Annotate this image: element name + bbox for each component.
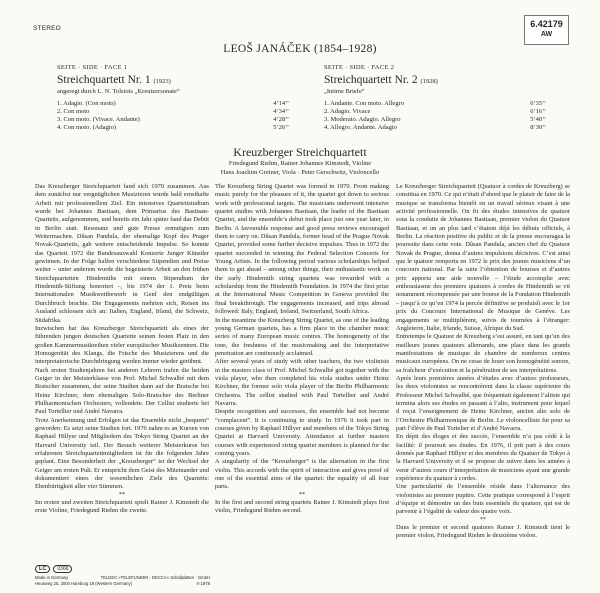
- track-row: [324, 100, 546, 108]
- track-row: [324, 108, 546, 116]
- work-title-text: Streichquartett Nr. 2: [324, 74, 418, 86]
- footer-line-2: [35, 581, 210, 587]
- track-title: 2. Con moto: [57, 108, 90, 115]
- side-2-tracklist: [324, 64, 554, 132]
- side-1-tracklist: [57, 64, 297, 132]
- track-row: [324, 116, 546, 124]
- paragraph: Après leurs premières années d’études avec d’autres professeurs, les deux violonistes se rencontrèrent dans la classe supérieure du Professeur Michel Schwalbé, que fréquentait également l’altiste qui termina alors ses études en passant à l’alto, instrument pour lequel il reçut l’enseignement de Heinz Kirchner, ancien alto solo de l’Orchestre Philharmonique de Berlin. Le violoncelliste fut pour sa part l’élève de Paul Tortelier et d’André Navarra.: [396, 374, 570, 432]
- paragraph: The Kreuzberg String Quartet was formed in 1970. From making music purely for the pleasure of it, the quartet got down to serious work with professional targets. The musicians underwent intensive quartet studies with Johannes Bastiaan, the leader of the Bastiaan Quartet, and the ensemble’s debut took place just one year later, in Berlin. A favourable response and good press reviews encouraged them to carry on. Dûsan Pandula, former head of the Prague Novak Quartet, provided some further decisive impulses. Thus in 1972 the quartet succeeded in winning the Federal Selection Concerts for Young Artists. In the following period various scholarships helped them to get ahead – among other things, their enthusiastic work on the early Hindemith string quartets was rewarded with a scholarship from the Hindemith Foundation. In 1974 the first prize at the International Music Competition in Geneva provided the final breakthrough. The engagements increased, and trips abroad followed: Italy, England, Ireland, Switzerland, South Africa.: [215, 183, 389, 316]
- company-address: Heusweg 25, 2000 Hamburg 19 (Western Germany): [35, 580, 132, 586]
- ensemble-members-violins: Friedegund Riehm, Rainer Johannes Kimstedt, Violine: [228, 160, 372, 167]
- composer-heading: LEOŠ JANÁČEK (1854–1928): [223, 43, 377, 55]
- track-time: 8’30’’: [530, 124, 546, 131]
- work-title: [324, 74, 554, 88]
- catalog-suffix: AW: [540, 31, 553, 38]
- track-row: [57, 100, 289, 108]
- track-time: 6’35’’: [530, 100, 546, 107]
- paragraph: Despite recognition and successes, the ensemble had not become “complacent”. It is continuing to study. In 1976 it took part in courses given by Raphael Hillyer and members of the Tokyo String Quartet at Harvard University. Attendance at further masters courses with experienced string quartet members is planned for the coming years.: [215, 408, 389, 457]
- paragraph: Im ersten und zweiten Streichquartett spielt Rainer J. Kimstedt die erste Violine, Friedegund Riehm die zweite.: [35, 498, 209, 515]
- paragraph: Das Kreuzberger Streichquartett fand sich 1970 zusammen. Aus dem zunächst nur vergnüglichen Musizieren wurde bald ernsthafte Arbeit mit professionellem Ziel. Ein intensives Quartettstudium wurde bei Johannes Bastiaan, dem Primarius des Bastiaan-Quartetts, aufgenommen, und bereits ein Jahr später fand das Debüt in Berlin statt. Resonanz und gute Presse ermutigten zum Weitermachen. Dûsan Pandula, der ehemalige Kopf des Prager Novak-Quartetts, gab weitere entscheidende Impulse. So konnte das Quartett 1972 die Bundesauswahl Konzerte Junger Künstler gewinnen. In der Folge halfen verschiedene Stipendien und Preise weiter – unter anderem wurde die begeisterte Arbeit an den frühen Streichquartetten Hindemiths mit einem Stipendium der Hindemith-Stiftung honoriert –, bis 1974 der 1. Preis beim Internationalen Musikwettbewerb in Genf den endgültigen Durchbruch brachte. Die Engagements mehrten sich, Reisen ins Ausland schlossen sich an: Italien, England, Irland, die Schweiz, Südafrika.: [35, 183, 209, 324]
- ensemble-credits: [0, 145, 600, 177]
- track-title: 4. Allegro. Andante. Adagio: [324, 124, 397, 131]
- paragraph: Dans le premier et second quatuors Rainer J. Kimstedt tient le premier violon, Friedegund Riehm le deuxième violon.: [396, 523, 570, 540]
- stereo-label: STEREO: [33, 25, 61, 32]
- track-list: [57, 100, 297, 132]
- ensemble-name: Kreuzberger Streichquartett: [233, 145, 367, 159]
- liner-notes-english: [215, 183, 389, 515]
- label-footer: [35, 557, 210, 586]
- paragraph: Entretemps le Quatuor de Kreuzberg s’est assuré, en tant qu’un des meilleurs jeunes quatuors allemands, une place dans les grands manifestations de musique de chambre de nombreux centres musicaux européens. On ne cesse de louer son homogénéité sonore, sa fraîcheur d’exécution et la pénétration de ses interprétations.: [396, 333, 570, 374]
- liner-notes-french: [396, 183, 570, 540]
- paragraph: In the first and second string quartets Rainer J. Kimstedt plays first violin, Friedegund Riehm second.: [215, 498, 389, 515]
- track-title: 1. Andante. Con moto. Allegro: [324, 100, 404, 107]
- lc-logo-icon: LC: [35, 565, 50, 573]
- track-time: 4’28’’: [273, 116, 289, 123]
- side-label: SEITE · SIDE · FACE 1: [57, 64, 128, 71]
- track-row: [324, 124, 546, 132]
- work-title-text: Streichquartett Nr. 1: [57, 74, 151, 86]
- track-time: 5’26’’: [273, 124, 289, 131]
- catalog-number-box: [524, 15, 569, 45]
- track-title: 4. Con moto. (Adagio): [57, 124, 117, 131]
- ensemble-members-viola-cello: Hans Joachim Greiner, Viola · Peter Gerschwitz, Violoncello: [220, 168, 380, 176]
- track-title: 2. Adagio. Vivace: [324, 108, 371, 115]
- copyright-year: ℗ 1978: [196, 580, 210, 586]
- record-company: TELDEC »TELEFUNKEN - DECCA« Schallplatten · GmbH: [100, 575, 210, 580]
- paragraph: Le Kreuzberger Streichquartett (Quatuor à cordes de Kreuzberg) se constitua en 1970. Ce qui n’était d’abord que le plaisir de faire de la musique se transforma bientôt en un travail sérieux visant à une activité professionnelle. On fit des études intensives de quatuor sous la conduite de Johannes Bastiaan, premier violon du Quatuor Bastiaan, et un an plus tard c’étaient déjà les débuts officiels, à Berlin. La réaction positive du public et de la presse encouragea la poursuite dans cette voie. Dûsan Pandula, ancien chef du Quatuor Novak de Prague, donna d’autres impulsions décisives. C’est ainsi que le quatuor remporta en 1972 le prix des jeunes musiciens d’un concours national. Par la suite l’obtention de bourses et d’autres prix apporta une aide nouvelle – l’étude accomplie avec enthousiasme des premiers quatuors à cordes de Hindemith se vit notamment récompensée par une bourse de la Fondation Hindemith – jusqu’à ce qu’en 1974 la percée définitive se produisît avec le 1er prix du Concours International de Musique de Genève. Les engagements se multiplièrent, suivis de tournées à l’étranger: Angleterre, Italie, Irlande, Suisse, Afrique du Sud.: [396, 183, 570, 332]
- track-title: 3. Con moto. (Vivace. Andante): [57, 116, 140, 123]
- track-title: 3. Moderato. Adagio. Allegro: [324, 116, 401, 123]
- separator-stars: **: [119, 491, 125, 498]
- paragraph: Inzwischen hat das Kreuzberger Streichquartett als eines der führenden jungen deutschen Quartette seinen festen Platz in den großen Kammermusikreihen vieler europäischer Musikzentren. Die Homogenität des Klangs, die Frische des Musizierens und die interpretatorische Durchdringung werden immer wieder gerühmt.: [35, 324, 209, 366]
- paragraph: Nach ersten Studienjahren bei anderen Lehrern trafen die beiden Geiger in der Meisterklasse von Prof. Michel Schwalbé mit dem Bratscher zusammen, der seine Studien dann auf der Bratsche bei Heinz Kirchner, dem ehemaligen Solo-Bratscher des Berliner Philharmonischen Orchesters, vollendete. Der Cellist studierte bei Paul Tortellier und André Navarra.: [35, 366, 209, 416]
- track-time: 6’16’’: [530, 108, 546, 115]
- separator-stars: **: [480, 516, 486, 523]
- work-year: (1928): [420, 78, 438, 85]
- paragraph: Une particularité de l’ensemble réside dans l’alternance des violonistes au premier pupitre. Cette pratique correspond à l’esprit d’équipe et démontre un des buts essentiels du quatuor, qui est de parvenir à l’égalité de valeur des quatre voix.: [396, 483, 570, 516]
- liner-notes-german: [35, 183, 209, 515]
- paragraph: In the meantime the Kreuzberg String Quartet, as one of the leading young German quartets, has a firm place in the chamber music series of many European music centres. The homogeneity of the tone, the freshness of the musicmaking and the interpretative penetration are continously acclaimed.: [215, 316, 389, 357]
- track-row: [57, 108, 289, 116]
- work-year: (1923): [153, 78, 171, 85]
- catalog-number: 6.42179: [530, 19, 563, 29]
- track-row: [57, 116, 289, 124]
- track-time: 5’40’’: [530, 116, 546, 123]
- track-time: 4’14’’: [273, 100, 289, 107]
- label-code: [35, 565, 72, 573]
- track-row: [57, 124, 289, 132]
- track-list: [324, 100, 554, 132]
- work-subtitle: angeregt durch L. N. Tolstois „Kreutzersonate“: [57, 88, 180, 95]
- work-title: [57, 74, 297, 88]
- separator-stars: **: [299, 491, 305, 498]
- paragraph: A singularity of the “Kreuzberger” is the alternation in the first violin. This accords with the spirit of interaction and gives proof of one of the essential aims of the quartet: the equality of all four parts.: [215, 458, 389, 491]
- work-subtitle: „Intime Briefe“: [324, 88, 365, 95]
- lc-number: 0366: [53, 565, 72, 573]
- track-time: 4’34’’: [273, 108, 289, 115]
- paragraph: En dépit des éloges et des succès, l’ensemble n’a pas cédé à la facilité: il poursuit ses études. En 1976, il prit part à des cours donnés par Raphael Hillyer et des membres du Quatuor de Tokyo à la Harvard University et il se propose de suivre dans les années à venir d’autres cours d’interprétation de musiciens ayant une grande expérience du quatuor à cordes.: [396, 433, 570, 483]
- track-title: 1. Adagio. (Con moto): [57, 100, 116, 107]
- paragraph: After several years of study with other teachers, the two violinists in the masters class of Prof. Michel Schwalbé got together with the viola player, who then completed his viola studies under Heinz Kirchner, the former solo viola player of the Berlin Philharmonic Orchestra. The cellist studied with Paul Tortellier and André Navarra.: [215, 358, 389, 407]
- made-in: Made in Germany: [35, 575, 69, 580]
- side-label: SEITE · SIDE · FACE 2: [324, 64, 395, 71]
- paragraph: Trotz Anerkennung und Erfolgen ist das Ensemble nicht „bequem“ geworden: Es setzt seine Studien fort. 1976 nahm es an Kursen von Raphael Hillyer und Mitgliedern des Tokyo String Quartet an der Harvard University teil. Der Besuch weiterer Meisterkurse bei erfahrenen Streichquartettmitgliedern ist für die folgenden Jahre geplant. Eine Besonderheit der „Kreuzberger“ ist der Wechsel der Geiger am ersten Pult. Er entspricht dem Geist des Miteinander und dokumentiert eines der wesentlichen Ziele des Quartetts: Ebenbürtigkeit aller vier Stimmen.: [35, 416, 209, 491]
